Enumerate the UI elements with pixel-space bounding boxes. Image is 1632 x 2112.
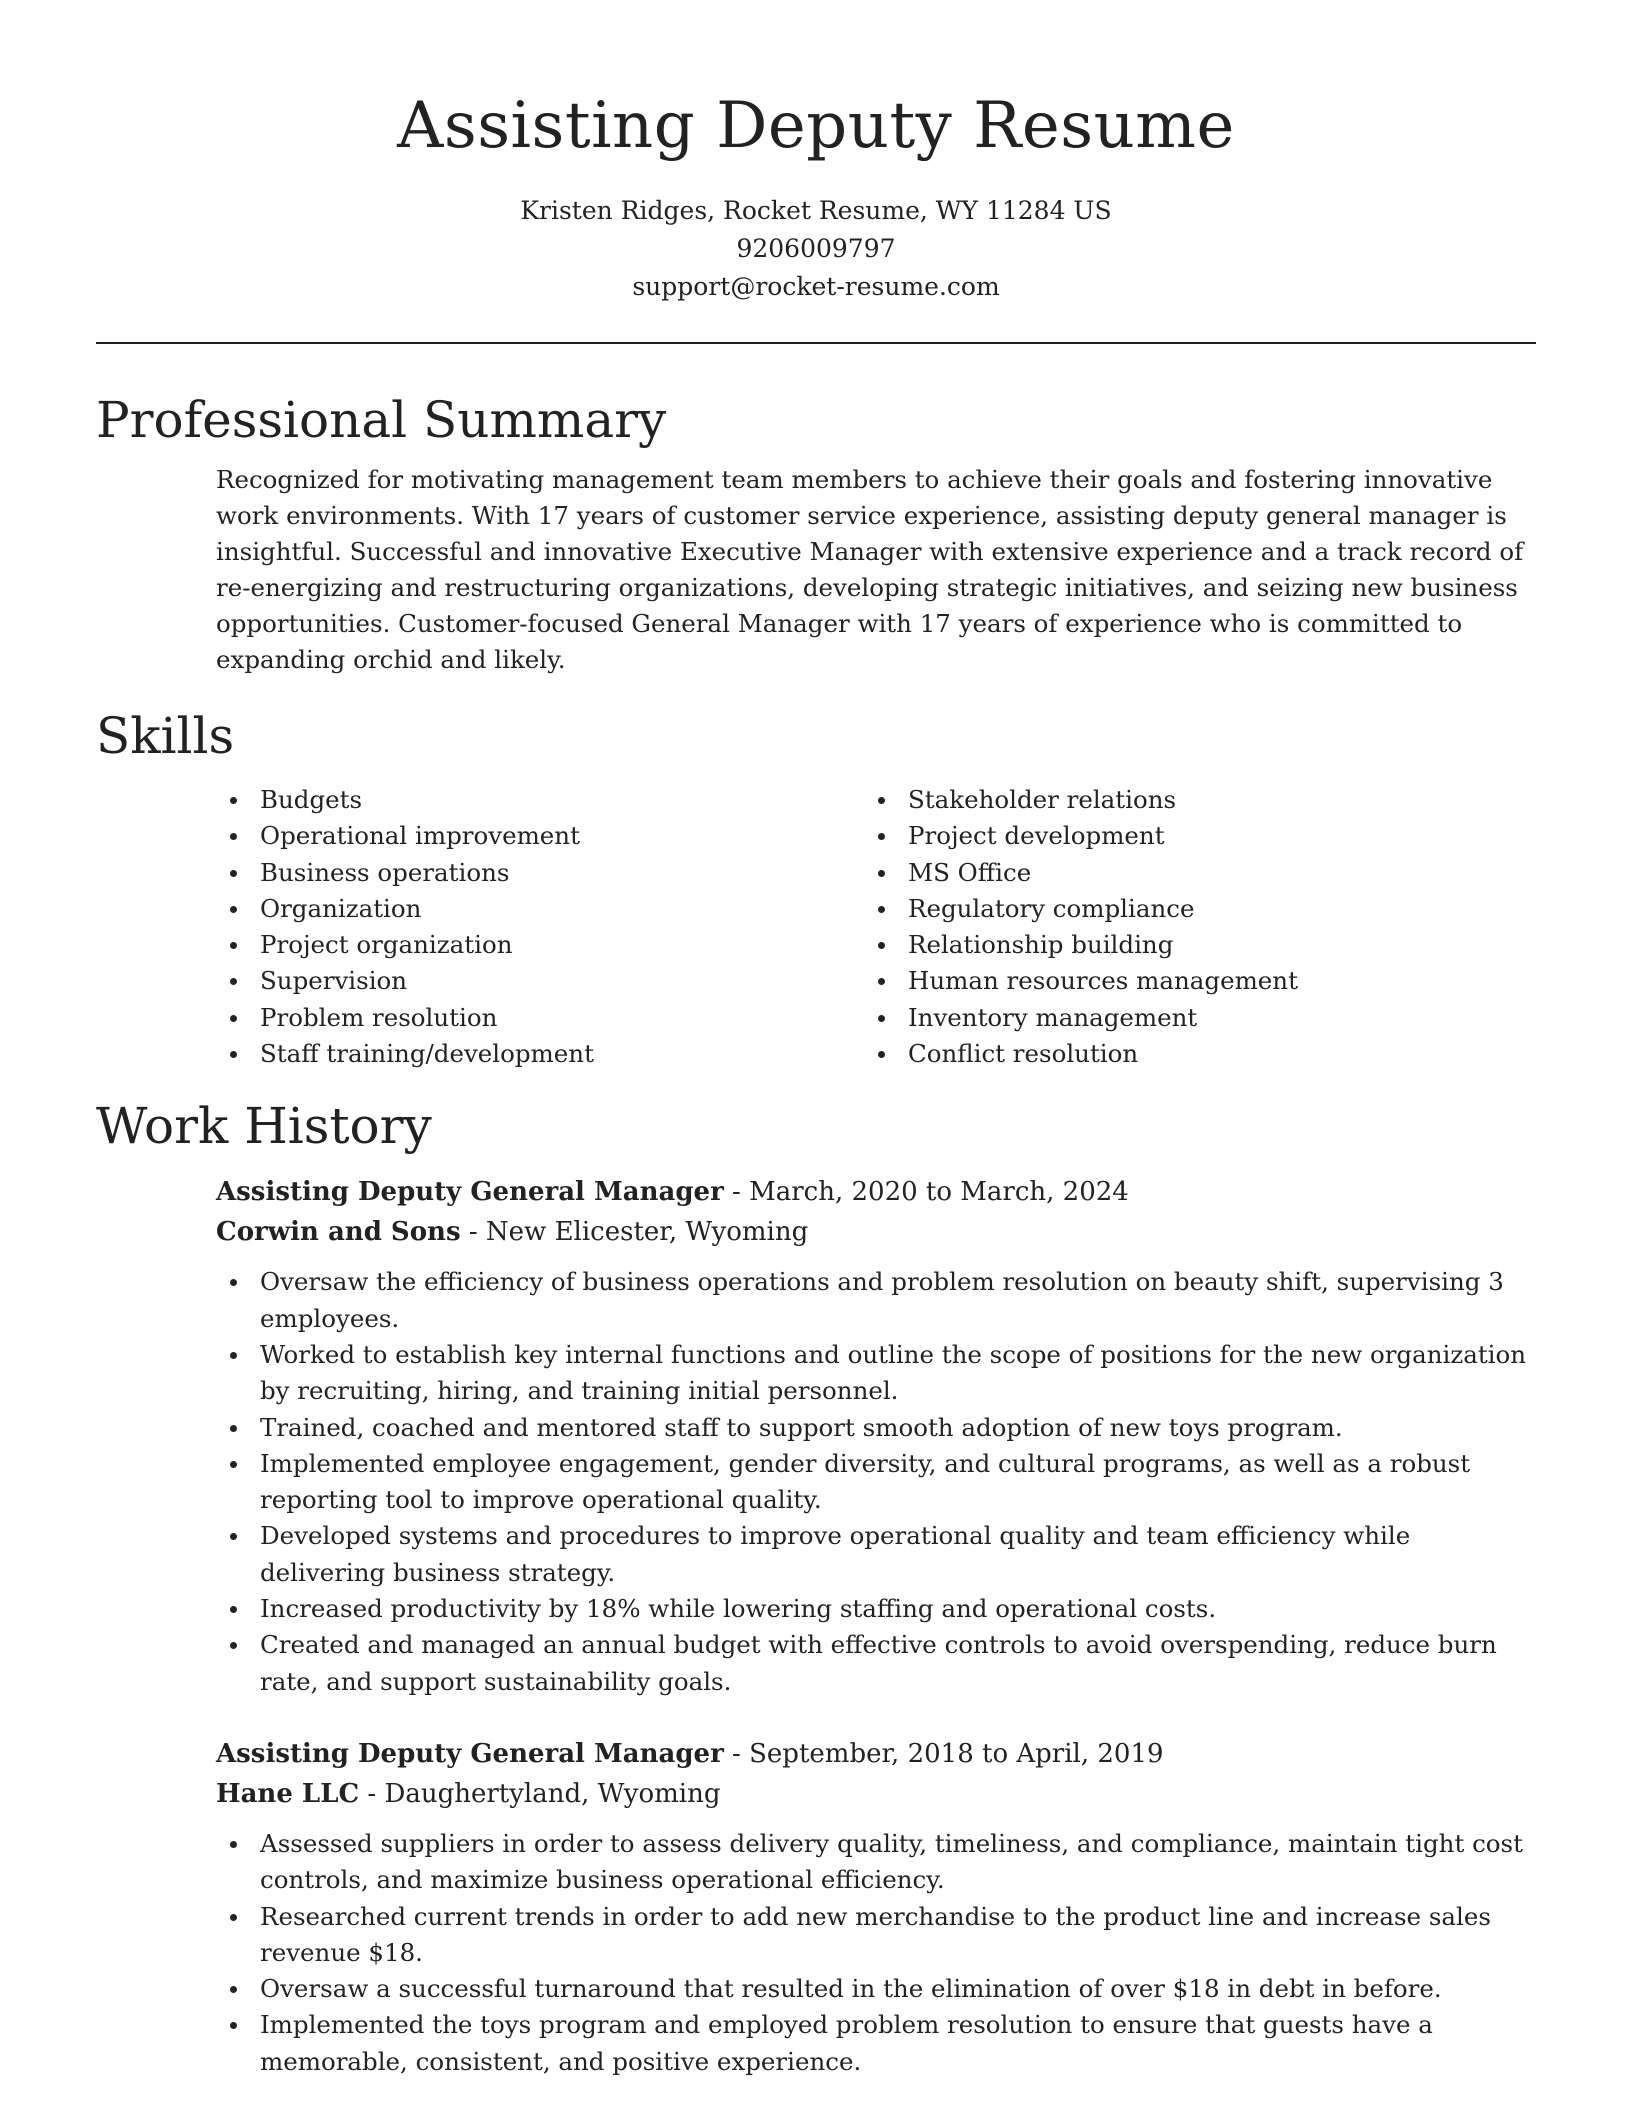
- job-company: Hane LLC: [216, 1778, 360, 1809]
- skill-item: Conflict resolution: [864, 1036, 1512, 1072]
- skill-item: MS Office: [864, 855, 1512, 891]
- skill-item: Operational improvement: [216, 818, 864, 854]
- skill-item: Budgets: [216, 782, 864, 818]
- job-bullet: Increased productivity by 18% while lowering staffing and operational costs.: [216, 1591, 1536, 1627]
- job-dates: - March, 2020 to March, 2024: [723, 1177, 1129, 1208]
- job-bullet: Researched current trends in order to add new merchandise to the product line and increase sales revenue $18.: [216, 1899, 1536, 1972]
- skill-item: Supervision: [216, 963, 864, 999]
- skill-item: Regulatory compliance: [864, 891, 1512, 927]
- job-bullet: Oversaw the efficiency of business operations and problem resolution on beauty shift, supervising 3 employees.: [216, 1264, 1536, 1337]
- job-company: Corwin and Sons: [216, 1217, 461, 1248]
- contact-address: Kristen Ridges, Rocket Resume, WY 11284 US: [520, 196, 1112, 225]
- job-entry: [216, 1172, 1536, 1700]
- job-title: Assisting Deputy General Manager: [216, 1738, 724, 1769]
- job-bullet: Trained, coached and mentored staff to support smooth adoption of new toys program.: [216, 1410, 1536, 1446]
- skills-list: [216, 782, 1536, 1072]
- skills-column-right: [864, 782, 1512, 1072]
- skill-item: Problem resolution: [216, 1000, 864, 1036]
- job-bullet: Developed systems and procedures to improve operational quality and team efficiency while delivering business strategy.: [216, 1518, 1536, 1591]
- job-dates: - September, 2018 to April, 2019: [723, 1738, 1164, 1769]
- job-bullets: [216, 1264, 1536, 1700]
- job-bullet: Oversaw a successful turnaround that resulted in the elimination of over $18 in debt in before.: [216, 1971, 1536, 2007]
- skill-item: Relationship building: [864, 927, 1512, 963]
- header-divider: [96, 342, 1536, 344]
- job-bullet: Implemented the toys program and employed problem resolution to ensure that guests have a memorable, consistent, and positive experience.: [216, 2007, 1536, 2080]
- work-history-heading: Work History: [96, 1097, 432, 1156]
- skill-item: Staff training/development: [216, 1036, 864, 1072]
- contact-phone: 9206009797: [736, 234, 896, 263]
- contact-email[interactable]: support@rocket-resume.com: [632, 272, 1000, 301]
- resume-header: [96, 0, 1536, 306]
- job-entry: [216, 1734, 1536, 2080]
- skills-column-left: [216, 782, 864, 1072]
- job-bullet: Created and managed an annual budget with effective controls to avoid overspending, reduce burn rate, and support sustainability goals.: [216, 1627, 1536, 1700]
- job-bullet: Assessed suppliers in order to assess delivery quality, timeliness, and compliance, maintain tight cost controls, and maximize business operational efficiency.: [216, 1826, 1536, 1899]
- job-bullets: [216, 1826, 1536, 2080]
- skill-item: Stakeholder relations: [864, 782, 1512, 818]
- job-company-line: [216, 1212, 1536, 1252]
- job-title: Assisting Deputy General Manager: [216, 1177, 724, 1208]
- resume-title: Assisting Deputy Resume: [397, 89, 1235, 163]
- job-title-line: [216, 1172, 1536, 1212]
- skill-item: Human resources management: [864, 963, 1512, 999]
- job-location: - New Elicester, Wyoming: [460, 1217, 809, 1248]
- skill-item: Project organization: [216, 927, 864, 963]
- skills-heading: Skills: [96, 707, 235, 765]
- job-title-line: [216, 1734, 1536, 1774]
- summary-heading: Professional Summary: [96, 391, 667, 449]
- job-bullet: Implemented employee engagement, gender diversity, and cultural programs, as well as a robust reporting tool to improve operational quality.: [216, 1446, 1536, 1519]
- job-bullet: Worked to establish key internal functions and outline the scope of positions for the new organization by recruiting, hiring, and training initial personnel.: [216, 1337, 1536, 1410]
- skill-item: Project development: [864, 818, 1512, 854]
- job-location: - Daughertyland, Wyoming: [359, 1778, 721, 1809]
- skill-item: Organization: [216, 891, 864, 927]
- job-company-line: [216, 1774, 1536, 1814]
- summary-text: Recognized for motivating management team members to achieve their goals and fostering innovative work environments. With 17 years of customer service experience, assisting deputy general manager is insightful. Successful and innovative Executive Manager with extensive experience and a track record of re-energizing and restructuring organizations, developing strategic initiatives, and seizing new business opportunities. Customer-focused General Manager with 17 years of experience who is committed to expanding orchid and likely.: [216, 465, 1524, 674]
- skill-item: Inventory management: [864, 1000, 1512, 1036]
- skill-item: Business operations: [216, 855, 864, 891]
